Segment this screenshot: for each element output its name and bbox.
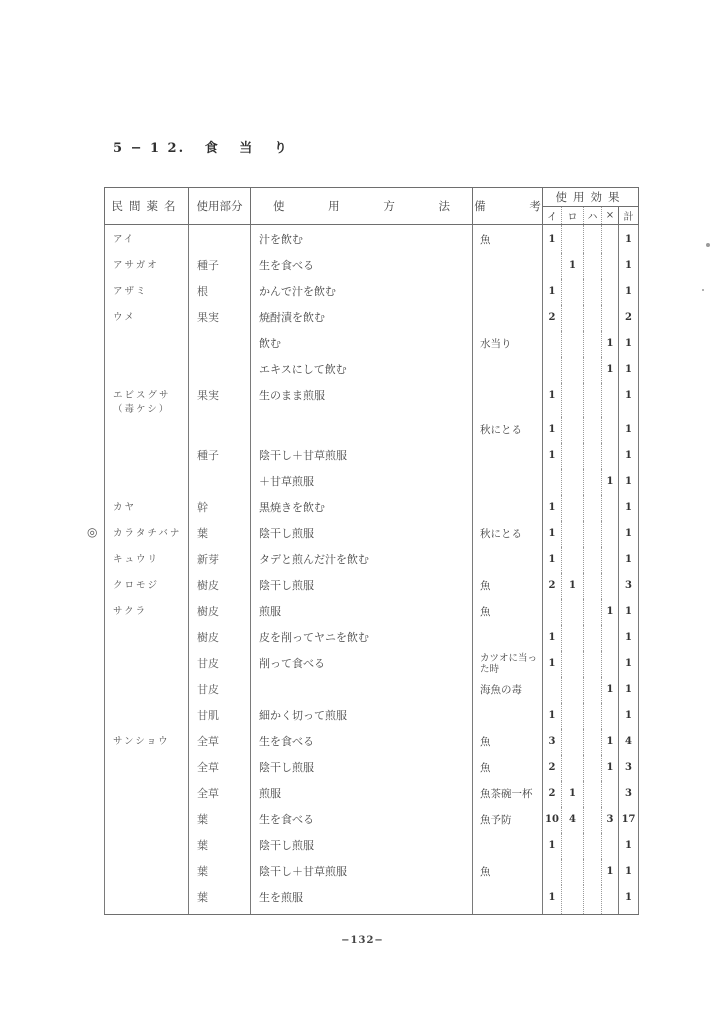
table-row (105, 521, 639, 547)
method-cell: 陰干し＋甘草煎服 (251, 443, 473, 469)
effect-ha-cell (584, 755, 602, 781)
remedy-name-cell (105, 651, 189, 677)
effect-total-cell: 3 (619, 573, 639, 599)
table-row (105, 755, 639, 781)
note-cell: 秋にとる (473, 521, 543, 547)
effect-total-cell: 1 (619, 443, 639, 469)
effect-x-cell (602, 885, 619, 915)
effect-x-cell: 1 (602, 677, 619, 703)
effect-x-cell (602, 833, 619, 859)
table-row (105, 833, 639, 859)
note-cell: カツオに当った時 (473, 651, 543, 677)
effect-ha-cell (584, 885, 602, 915)
header-effect-ro: ロ (562, 207, 584, 225)
effect-ro-cell (562, 729, 584, 755)
note-cell: 水当り (473, 331, 543, 357)
method-cell: 陰干し煎服 (251, 521, 473, 547)
effect-ha-cell (584, 625, 602, 651)
effect-i-cell: 2 (543, 305, 562, 331)
effect-i-cell: 1 (543, 225, 562, 253)
note-cell (473, 279, 543, 305)
part-used-cell: 根 (189, 279, 251, 305)
double-circle-mark-icon: ◎ (87, 525, 98, 539)
method-cell: 生を食べる (251, 807, 473, 833)
remedy-name-cell (105, 755, 189, 781)
note-cell (473, 383, 543, 417)
effect-i-cell: 1 (543, 495, 562, 521)
effect-ro-cell: 1 (562, 253, 584, 279)
header-method: 使 用 方 法 (251, 188, 473, 225)
scan-speck (706, 243, 710, 247)
table-row (105, 677, 639, 703)
effect-ro-cell: 1 (562, 573, 584, 599)
method-cell: 皮を削ってヤニを飲む (251, 625, 473, 651)
table-row (105, 807, 639, 833)
effect-ro-cell (562, 443, 584, 469)
effect-total-cell: 1 (619, 495, 639, 521)
effect-ro-cell (562, 225, 584, 253)
effect-ha-cell (584, 521, 602, 547)
effect-ro-cell (562, 495, 584, 521)
method-cell: 汁を飲む (251, 225, 473, 253)
effect-x-cell: 1 (602, 599, 619, 625)
effect-ha-cell (584, 357, 602, 383)
effect-total-cell: 1 (619, 383, 639, 417)
part-used-cell (189, 469, 251, 495)
effect-x-cell: 1 (602, 331, 619, 357)
method-cell: エキスにして飲む (251, 357, 473, 383)
table-body (105, 225, 639, 915)
effect-total-cell: 1 (619, 225, 639, 253)
effect-x-cell (602, 495, 619, 521)
remedy-name-cell (105, 807, 189, 833)
method-cell: 生を食べる (251, 729, 473, 755)
table-row (105, 469, 639, 495)
method-cell: 陰干し煎服 (251, 833, 473, 859)
table-row (105, 703, 639, 729)
note-cell: 秋にとる (473, 417, 543, 443)
effect-total-cell: 2 (619, 305, 639, 331)
remedy-name-cell: キュウリ (105, 547, 189, 573)
effect-total-cell: 1 (619, 521, 639, 547)
remedy-name-cell: エビスグサ（毒ケシ） (105, 383, 189, 417)
effect-ro-cell: 4 (562, 807, 584, 833)
effect-ro-cell (562, 625, 584, 651)
effect-i-cell (543, 357, 562, 383)
table-row (105, 573, 639, 599)
note-cell: 魚 (473, 859, 543, 885)
remedy-name-cell: アサガオ (105, 253, 189, 279)
method-cell: 細かく切って煎服 (251, 703, 473, 729)
effect-i-cell: 3 (543, 729, 562, 755)
effect-ro-cell (562, 859, 584, 885)
table-row (105, 599, 639, 625)
note-cell: 魚 (473, 599, 543, 625)
effect-total-cell: 1 (619, 357, 639, 383)
effect-x-cell (602, 305, 619, 331)
part-used-cell: 樹皮 (189, 599, 251, 625)
effect-i-cell: 1 (543, 521, 562, 547)
effect-total-cell: 1 (619, 417, 639, 443)
table-row (105, 625, 639, 651)
table-row (105, 279, 639, 305)
method-cell: かんで汁を飲む (251, 279, 473, 305)
part-used-cell: 果実 (189, 305, 251, 331)
effect-ha-cell (584, 331, 602, 357)
part-used-cell: 甘皮 (189, 677, 251, 703)
table-row (105, 495, 639, 521)
part-used-cell (189, 417, 251, 443)
effect-x-cell (602, 225, 619, 253)
table-row (105, 547, 639, 573)
header-effect-ha: ハ (584, 207, 602, 225)
effect-ro-cell (562, 703, 584, 729)
header-effect-group: 使用効果 (543, 188, 639, 207)
note-cell: 海魚の毒 (473, 677, 543, 703)
effect-ha-cell (584, 279, 602, 305)
method-cell: 生を煎服 (251, 885, 473, 915)
effect-x-cell (602, 547, 619, 573)
effect-ha-cell (584, 495, 602, 521)
remedy-table-container (104, 187, 638, 915)
effect-x-cell (602, 521, 619, 547)
note-cell: 魚 (473, 729, 543, 755)
effect-ro-cell (562, 469, 584, 495)
scan-speck (702, 289, 704, 291)
note-cell (473, 253, 543, 279)
effect-i-cell: 1 (543, 383, 562, 417)
effect-i-cell: 1 (543, 443, 562, 469)
note-cell (473, 469, 543, 495)
part-used-cell: 全草 (189, 729, 251, 755)
effect-x-cell: 1 (602, 729, 619, 755)
effect-x-cell: 1 (602, 859, 619, 885)
effect-i-cell: 1 (543, 703, 562, 729)
effect-ha-cell (584, 703, 602, 729)
effect-x-cell (602, 417, 619, 443)
remedy-name-cell: アザミ (105, 279, 189, 305)
effect-total-cell: 3 (619, 755, 639, 781)
method-cell: 煎服 (251, 599, 473, 625)
effect-total-cell: 1 (619, 833, 639, 859)
effect-i-cell: 2 (543, 755, 562, 781)
effect-ro-cell (562, 279, 584, 305)
effect-ro-cell: 1 (562, 781, 584, 807)
effect-total-cell: 1 (619, 547, 639, 573)
effect-ha-cell (584, 547, 602, 573)
section-title: 5 − 1 2. 食 当 り (113, 141, 289, 156)
remedy-name-cell (105, 885, 189, 915)
effect-i-cell (543, 253, 562, 279)
table-row (105, 417, 639, 443)
effect-i-cell: 1 (543, 833, 562, 859)
effect-ro-cell (562, 833, 584, 859)
method-cell: 焼酎漬を飲む (251, 305, 473, 331)
effect-i-cell: 2 (543, 781, 562, 807)
effect-total-cell: 17 (619, 807, 639, 833)
header-remedy-name: 民間薬名 (105, 188, 189, 225)
part-used-cell: 甘皮 (189, 651, 251, 677)
part-used-cell (189, 357, 251, 383)
effect-ro-cell (562, 547, 584, 573)
effect-x-cell (602, 703, 619, 729)
remedy-name-cell: カヤ (105, 495, 189, 521)
effect-i-cell (543, 677, 562, 703)
effect-ha-cell (584, 443, 602, 469)
part-used-cell: 果実 (189, 383, 251, 417)
effect-x-cell (602, 625, 619, 651)
effect-x-cell (602, 651, 619, 677)
method-cell: 黒焼きを飲む (251, 495, 473, 521)
remedy-name-cell (105, 417, 189, 443)
header-note: 備 考 (473, 188, 543, 225)
effect-total-cell: 1 (619, 651, 639, 677)
effect-ro-cell (562, 521, 584, 547)
effect-ro-cell (562, 677, 584, 703)
part-used-cell: 葉 (189, 859, 251, 885)
effect-ha-cell (584, 781, 602, 807)
table-row (105, 331, 639, 357)
effect-x-cell (602, 573, 619, 599)
header-effect-total: 計 (619, 207, 639, 225)
effect-total-cell: 3 (619, 781, 639, 807)
effect-x-cell: 1 (602, 357, 619, 383)
header-effect-i: イ (543, 207, 562, 225)
effect-x-cell: 1 (602, 755, 619, 781)
effect-ro-cell (562, 331, 584, 357)
part-used-cell: 種子 (189, 253, 251, 279)
method-cell: 生のまま煎服 (251, 383, 473, 417)
effect-ha-cell (584, 253, 602, 279)
effect-ro-cell (562, 885, 584, 915)
effect-ro-cell (562, 357, 584, 383)
effect-i-cell: 1 (543, 547, 562, 573)
method-cell: 生を食べる (251, 253, 473, 279)
effect-i-cell (543, 859, 562, 885)
effect-total-cell: 1 (619, 703, 639, 729)
note-cell (473, 547, 543, 573)
effect-ha-cell (584, 469, 602, 495)
header-part-used: 使用部分 (189, 188, 251, 225)
table-row (105, 383, 639, 417)
effect-ro-cell (562, 651, 584, 677)
effect-x-cell (602, 279, 619, 305)
note-cell (473, 443, 543, 469)
effect-x-cell (602, 781, 619, 807)
effect-ha-cell (584, 417, 602, 443)
effect-i-cell: 10 (543, 807, 562, 833)
effect-x-cell (602, 443, 619, 469)
effect-ro-cell (562, 755, 584, 781)
effect-ha-cell (584, 859, 602, 885)
effect-total-cell: 1 (619, 599, 639, 625)
remedy-name-cell (105, 443, 189, 469)
note-cell (473, 833, 543, 859)
effect-i-cell (543, 599, 562, 625)
part-used-cell: 葉 (189, 521, 251, 547)
remedy-name-cell (105, 781, 189, 807)
remedy-name-cell: サクラ (105, 599, 189, 625)
effect-ha-cell (584, 729, 602, 755)
effect-ro-cell (562, 599, 584, 625)
table-row (105, 651, 639, 677)
effect-ha-cell (584, 677, 602, 703)
effect-i-cell: 1 (543, 885, 562, 915)
part-used-cell: 葉 (189, 885, 251, 915)
part-used-cell: 種子 (189, 443, 251, 469)
method-cell: タデと煎んだ汁を飲む (251, 547, 473, 573)
effect-ha-cell (584, 305, 602, 331)
effect-ro-cell (562, 305, 584, 331)
table-row (105, 305, 639, 331)
part-used-cell: 新芽 (189, 547, 251, 573)
note-cell: 魚茶碗一杯 (473, 781, 543, 807)
remedy-name-cell (105, 625, 189, 651)
part-used-cell: 全草 (189, 755, 251, 781)
effect-ha-cell (584, 651, 602, 677)
table-row (105, 781, 639, 807)
note-cell: 魚 (473, 225, 543, 253)
note-cell (473, 357, 543, 383)
table-row (105, 729, 639, 755)
effect-ha-cell (584, 807, 602, 833)
note-cell: 魚 (473, 573, 543, 599)
method-cell: ＋甘草煎服 (251, 469, 473, 495)
part-used-cell: 葉 (189, 833, 251, 859)
effect-ro-cell (562, 383, 584, 417)
effect-i-cell: 1 (543, 279, 562, 305)
remedy-name-cell (105, 469, 189, 495)
part-used-cell (189, 225, 251, 253)
effect-ha-cell (584, 833, 602, 859)
effect-total-cell: 1 (619, 885, 639, 915)
remedy-name-cell (105, 859, 189, 885)
effect-ha-cell (584, 383, 602, 417)
remedy-table (104, 187, 639, 915)
method-cell: 飲む (251, 331, 473, 357)
effect-total-cell: 4 (619, 729, 639, 755)
note-cell (473, 625, 543, 651)
part-used-cell: 甘肌 (189, 703, 251, 729)
method-cell: 削って食べる (251, 651, 473, 677)
method-cell: 陰干し煎服 (251, 573, 473, 599)
table-row (105, 443, 639, 469)
remedy-name-cell: クロモジ (105, 573, 189, 599)
remedy-name-cell (105, 703, 189, 729)
note-cell: 魚予防 (473, 807, 543, 833)
effect-total-cell: 1 (619, 279, 639, 305)
note-cell (473, 495, 543, 521)
effect-x-cell: 1 (602, 469, 619, 495)
header-effect-x: × (602, 207, 619, 225)
remedy-name-cell (105, 357, 189, 383)
table-header (105, 188, 639, 225)
effect-i-cell: 1 (543, 417, 562, 443)
page-number: −132− (341, 935, 384, 946)
effect-total-cell: 1 (619, 253, 639, 279)
note-cell: 魚 (473, 755, 543, 781)
method-cell: 陰干し＋甘草煎服 (251, 859, 473, 885)
remedy-name-cell: ウメ (105, 305, 189, 331)
method-cell (251, 677, 473, 703)
effect-ha-cell (584, 225, 602, 253)
effect-i-cell: 2 (543, 573, 562, 599)
part-used-cell: 幹 (189, 495, 251, 521)
effect-i-cell: 1 (543, 625, 562, 651)
remedy-name-cell: カラタチバナ (105, 521, 189, 547)
remedy-name-cell (105, 331, 189, 357)
table-row (105, 859, 639, 885)
method-cell (251, 417, 473, 443)
effect-ro-cell (562, 417, 584, 443)
part-used-cell: 樹皮 (189, 625, 251, 651)
effect-total-cell: 1 (619, 625, 639, 651)
remedy-name-cell: アイ (105, 225, 189, 253)
effect-i-cell: 1 (543, 651, 562, 677)
table-row (105, 253, 639, 279)
effect-x-cell (602, 253, 619, 279)
table-row (105, 885, 639, 915)
note-cell (473, 703, 543, 729)
effect-ha-cell (584, 573, 602, 599)
part-used-cell: 樹皮 (189, 573, 251, 599)
table-row (105, 357, 639, 383)
table-row (105, 225, 639, 253)
method-cell: 煎服 (251, 781, 473, 807)
effect-x-cell: 3 (602, 807, 619, 833)
remedy-name-cell (105, 677, 189, 703)
method-cell: 陰干し煎服 (251, 755, 473, 781)
part-used-cell: 葉 (189, 807, 251, 833)
effect-x-cell (602, 383, 619, 417)
part-used-cell (189, 331, 251, 357)
effect-total-cell: 1 (619, 677, 639, 703)
effect-total-cell: 1 (619, 859, 639, 885)
effect-total-cell: 1 (619, 469, 639, 495)
effect-ha-cell (584, 599, 602, 625)
effect-i-cell (543, 331, 562, 357)
effect-i-cell (543, 469, 562, 495)
part-used-cell: 全草 (189, 781, 251, 807)
note-cell (473, 885, 543, 915)
remedy-name-cell: サンショウ (105, 729, 189, 755)
remedy-name-cell (105, 833, 189, 859)
effect-total-cell: 1 (619, 331, 639, 357)
note-cell (473, 305, 543, 331)
